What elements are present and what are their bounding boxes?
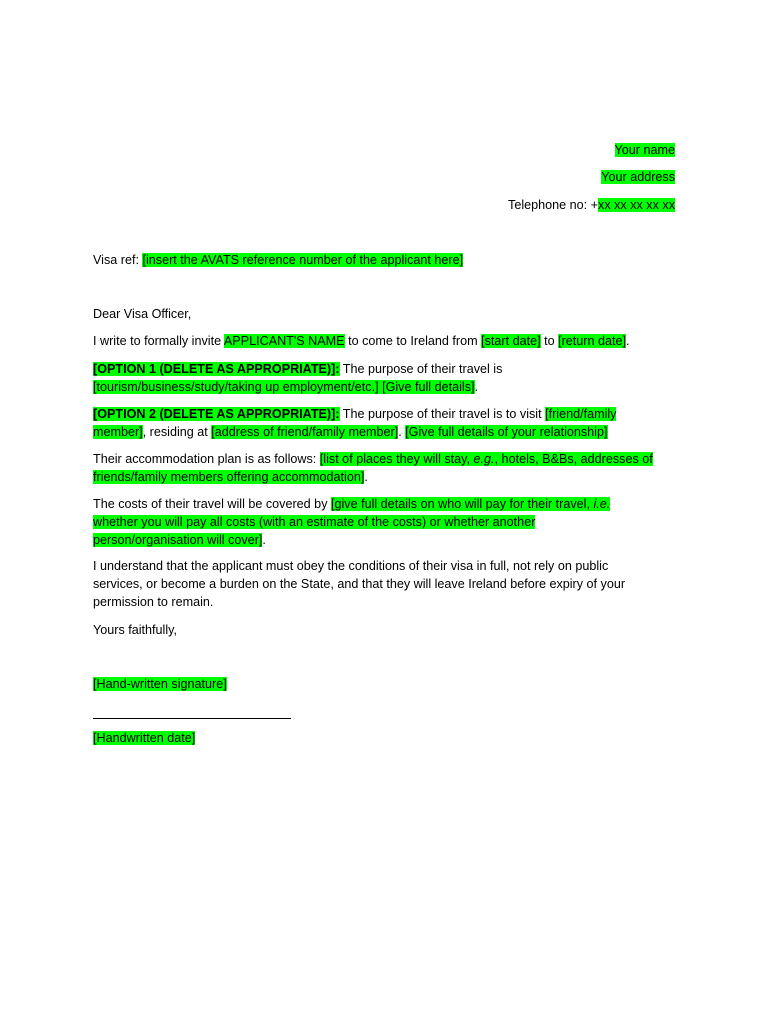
option1-label: [OPTION 1 (DELETE AS APPROPRIATE)]: [93,362,340,376]
costs-line [93,495,675,513]
costs-placeholder: whether you will pay all costs (with an estimate of the costs) or whether another [93,515,536,529]
sender-name-placeholder: Your name [614,143,675,157]
option2-text: The purpose of their travel is to visit [339,407,546,421]
invite-text: . [626,334,630,348]
option1-paragraph [93,360,675,396]
understanding-paragraph [93,557,675,611]
accommodation-line [93,468,675,486]
start-date-placeholder: [start date] [481,334,541,348]
accommodation-text: . [364,470,368,484]
accommodation-text: Their accommodation plan is as follows: [93,452,320,466]
option2-line [93,423,675,441]
friend-placeholder: member] [93,425,143,439]
option1-text: . [474,380,478,394]
understanding-line: I understand that the applicant must obey the conditions of their visa in full, not rely on public [93,559,609,573]
invite-text: to come to Ireland from [344,334,482,348]
option1-text: The purpose of their travel is [339,362,503,376]
telephone-placeholder: xx xx xx xx xx [598,198,675,212]
closing: Yours faithfully, [93,623,178,637]
telephone-label: Telephone no: + [508,198,599,212]
option2-line [93,405,675,423]
applicant-name-placeholder: APPLICANT'S NAME [223,334,345,348]
accommodation-placeholder: , hotels, B&Bs, addresses of [494,452,653,466]
invite-text: I write to formally invite [93,334,224,348]
option2-paragraph [93,405,675,441]
relationship-placeholder: [Give full details of your relationship] [405,425,608,439]
salutation: Dear Visa Officer, [93,307,192,321]
accommodation-line [93,450,675,468]
accommodation-paragraph [93,450,675,486]
costs-placeholder: i.e. [593,497,611,511]
visa-ref [93,251,675,269]
option2-label: [OPTION 2 (DELETE AS APPROPRIATE)]: [93,407,340,421]
signature-line [93,718,291,719]
accommodation-placeholder: e.g. [473,452,495,466]
sender-telephone [508,196,675,214]
costs-line [93,513,675,531]
return-date-placeholder: [return date] [558,334,627,348]
invite-paragraph [93,332,675,350]
understanding-line: permission to remain. [93,595,214,609]
address-placeholder: [address of friend/family member] [211,425,399,439]
costs-placeholder: person/organisation will cover] [93,533,263,547]
sender-name [615,141,675,159]
option2-text: , residing at [142,425,212,439]
signature-placeholder: [Hand-written signature] [93,677,227,691]
purpose-placeholder: [tourism/business/study/taking up employment/etc.] [93,380,379,394]
costs-line [93,531,675,549]
sender-address-placeholder: Your address [601,170,675,184]
costs-paragraph [93,495,675,549]
option1-line [93,378,675,396]
visa-ref-placeholder: [insert the AVATS reference number of the applicant here] [142,253,464,267]
accommodation-placeholder: friends/family members offering accommodation] [93,470,365,484]
sender-address [601,168,675,186]
costs-text: . [262,533,266,547]
friend-placeholder: [friend/family [545,407,617,421]
date-block [93,729,675,747]
signature-block [93,675,675,693]
option1-line [93,360,675,378]
costs-placeholder: [give full details on who will pay for their travel, [330,497,594,511]
accommodation-placeholder: [list of places they will stay, [319,452,474,466]
invite-text: to [540,334,559,348]
option2-text: . [398,425,406,439]
costs-text: The costs of their travel will be covered by [93,497,331,511]
visa-ref-label: Visa ref: [93,253,143,267]
details-placeholder: [Give full details] [382,380,475,394]
understanding-line: services, or become a burden on the State, and that they will leave Ireland before expiry of your [93,577,626,591]
date-placeholder: [Handwritten date] [93,731,196,745]
